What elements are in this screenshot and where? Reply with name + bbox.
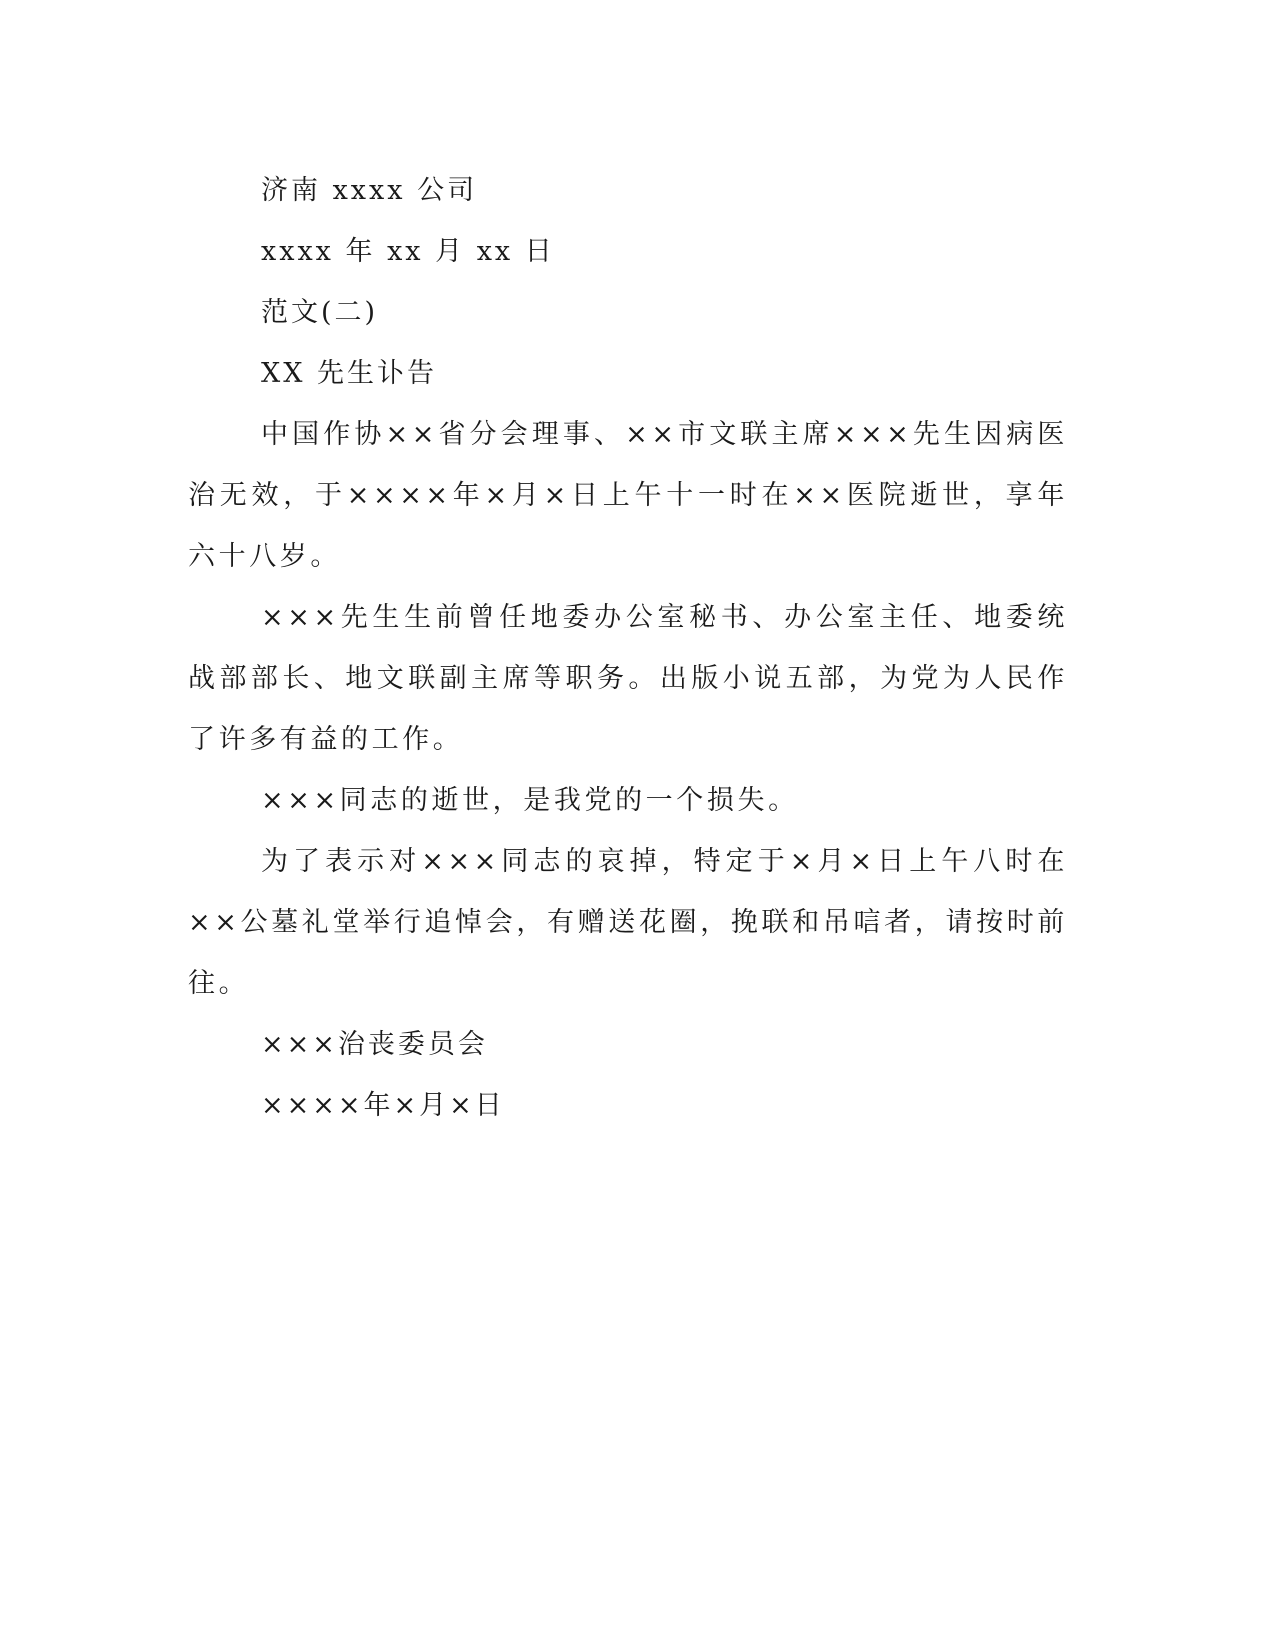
obituary-title: XX 先生讣告 bbox=[261, 358, 438, 389]
paragraph-loss: ×××同志的逝世，是我党的一个损失。 bbox=[261, 785, 799, 816]
paragraph-announcement: 中国作协××省分会理事、××市文联主席×××先生因病医治无效，于××××年×月×日上午十一时在××医院逝世，享年六十八岁。 bbox=[188, 419, 1068, 572]
company-name: 济南 xxxx 公司 bbox=[261, 175, 478, 206]
document-body bbox=[188, 160, 1068, 1136]
sample-heading: 范文(二) bbox=[261, 297, 379, 328]
signature-committee: ×××治丧委员会 bbox=[261, 1029, 488, 1060]
paragraph-memorial: 为了表示对×××同志的哀掉，特定于×月×日上午八时在××公墓礼堂举行追悼会，有赠送花圈，挽联和吊唁者，请按时前往。 bbox=[188, 846, 1068, 999]
letter-date: xxxx 年 xx 月 xx 日 bbox=[261, 236, 555, 267]
signature-date: ××××年×月×日 bbox=[261, 1090, 505, 1121]
paragraph-biography: ×××先生生前曾任地委办公室秘书、办公室主任、地委统战部部长、地文联副主席等职务。出版小说五部，为党为人民作了许多有益的工作。 bbox=[188, 602, 1068, 755]
